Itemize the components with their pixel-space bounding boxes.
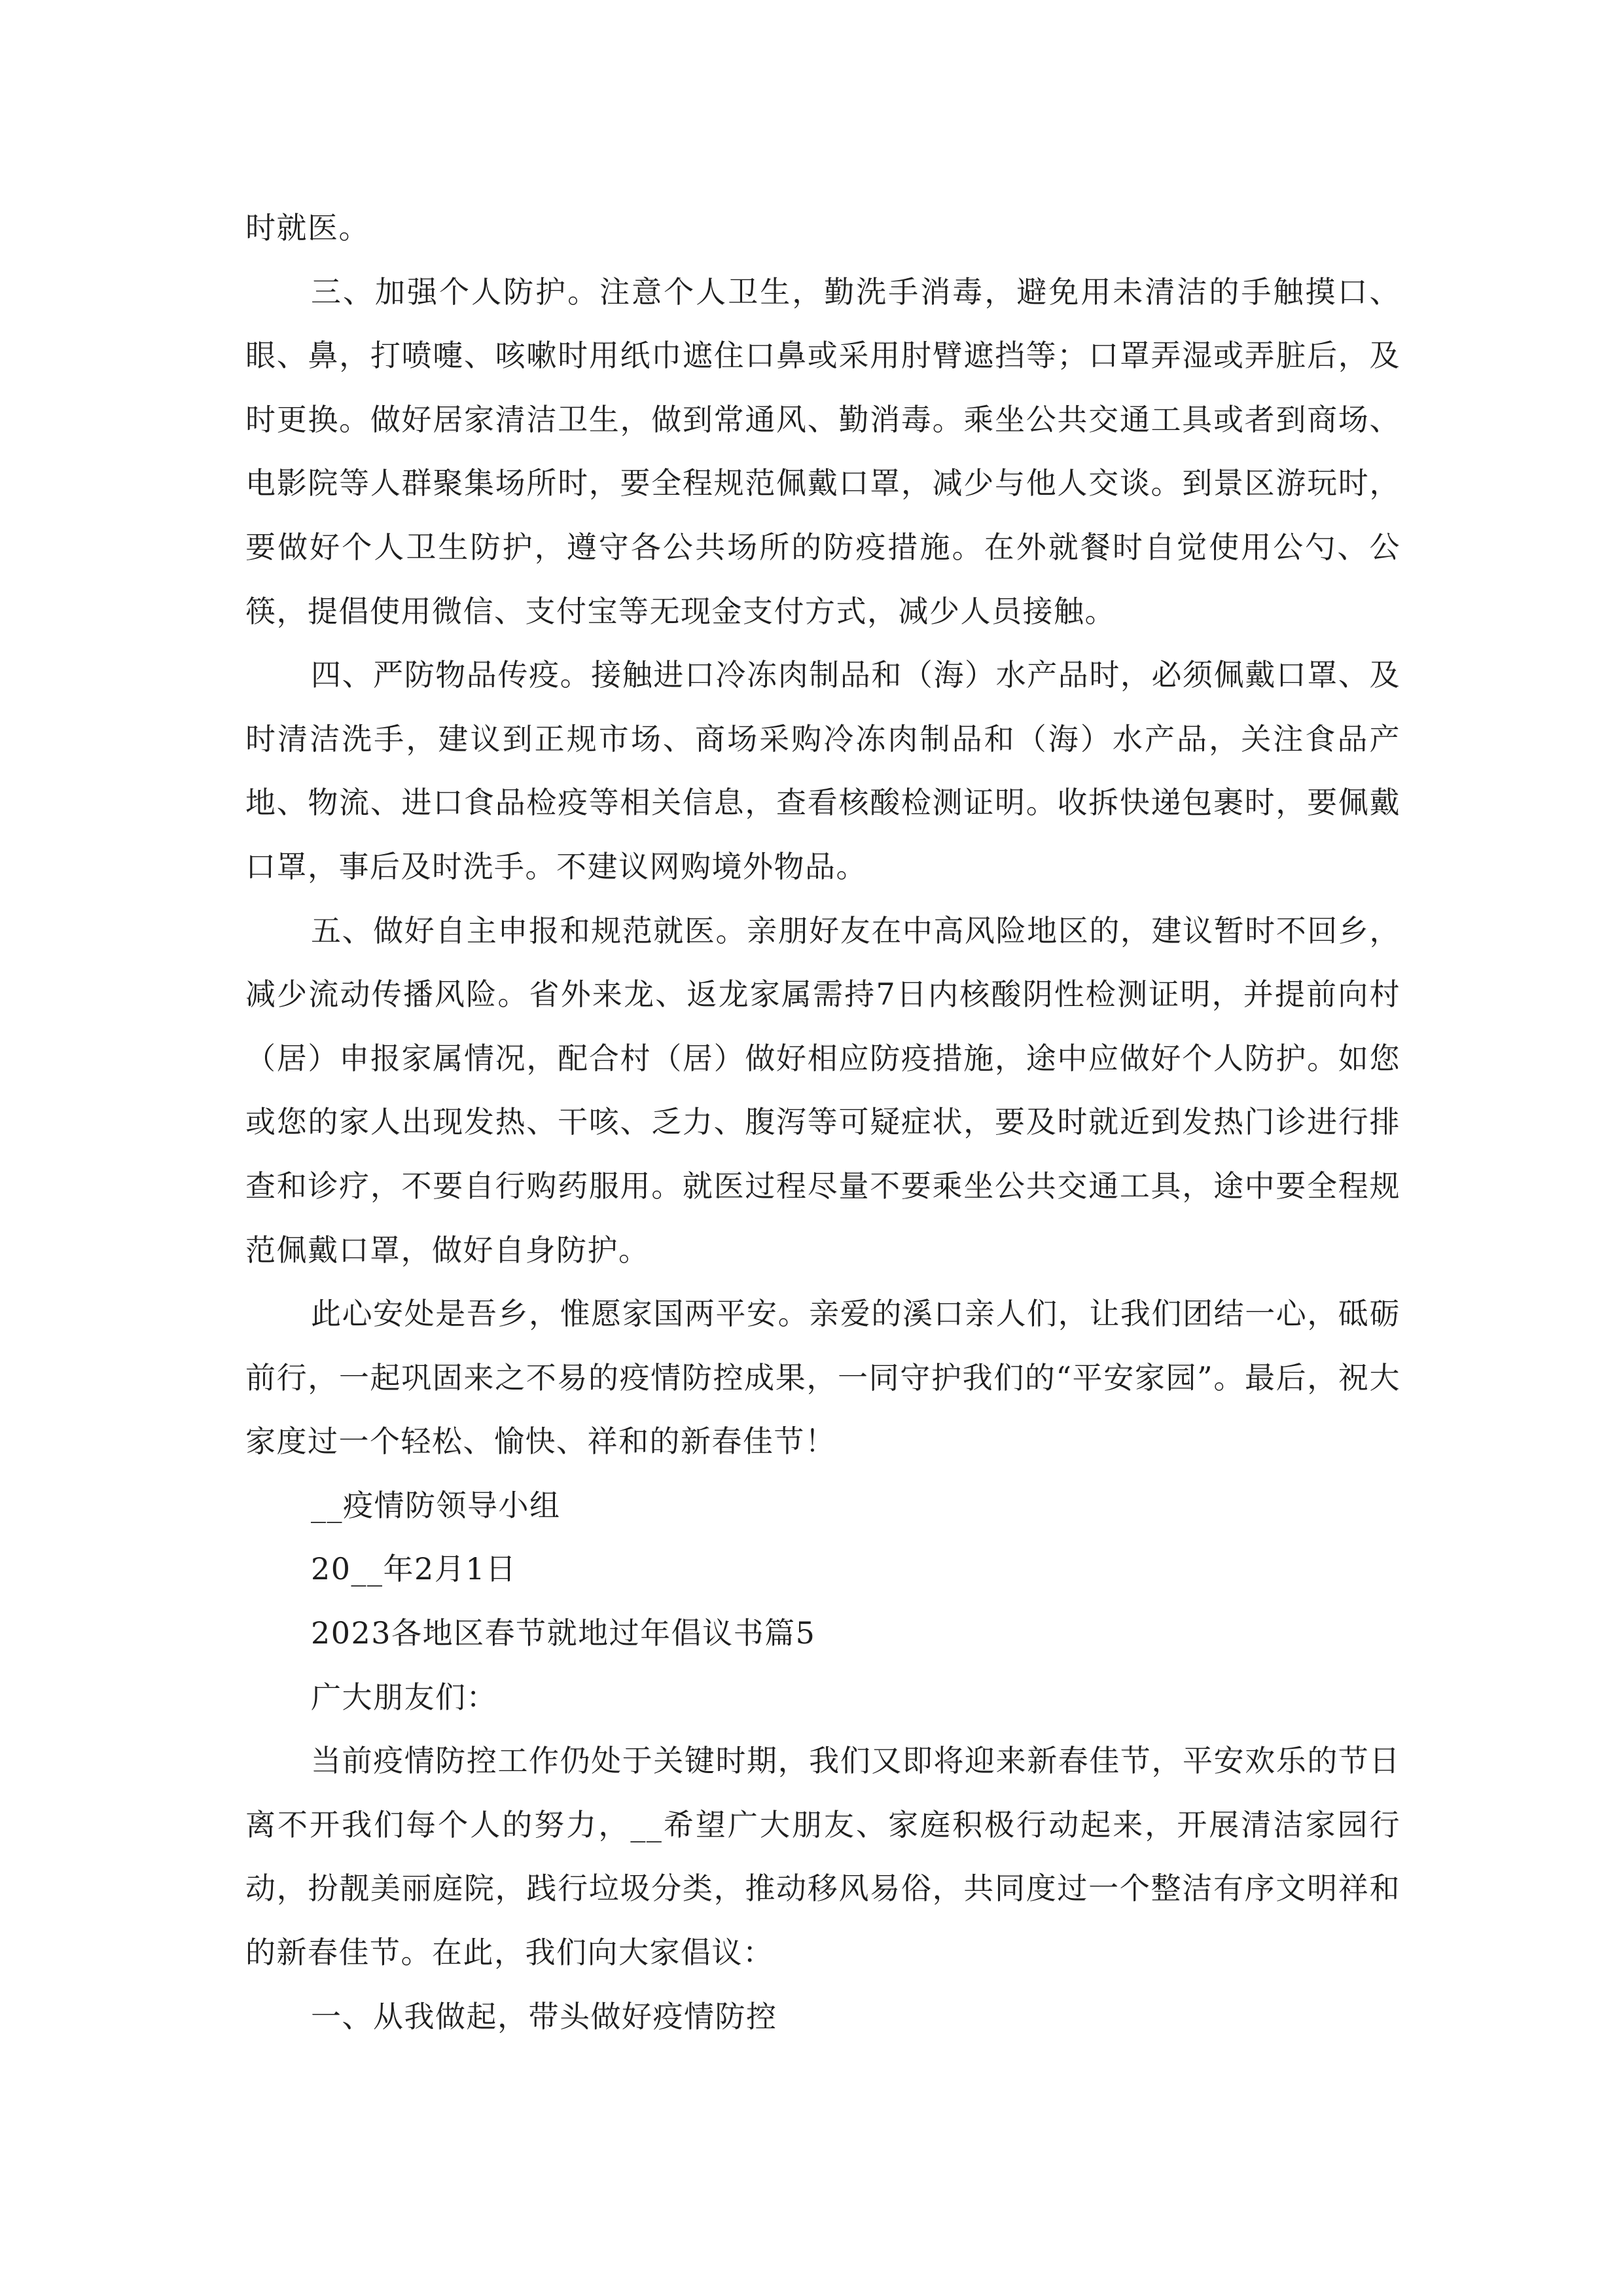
signature-date: 20__年2月1日: [311, 1551, 517, 1587]
salutation: 广大朋友们：: [311, 1679, 497, 1715]
paragraph-continuation: 时就医。: [245, 210, 370, 245]
paragraph-personal-protection: 三、加强个人防护。注意个人卫生，勤洗手消毒，避免用未清洁的手触摸口、眼、鼻，打喷嚏、咳嗽时用纸巾遮住口鼻或采用肘臂遮挡等；口罩弄湿或弄脏后，及时更换。做好居家清洁卫生，做到常通风、勤消毒。乘坐公共交通工具或者到商场、电影院等人群聚集场所时，要全程规范佩戴口罩，减少与他人交谈。到景区游玩时，要做好个人卫生防护，遵守各公共场所的防疫措施。在外就餐时自觉使用公勺、公筷，提倡使用微信、支付宝等无现金支付方式，减少人员接触。: [245, 274, 1400, 629]
section-title: 2023各地区春节就地过年倡议书篇5: [311, 1615, 816, 1651]
paragraph-goods-protection: 四、严防物品传疫。接触进口冷冻肉制品和（海）水产品时，必须佩戴口罩、及时清洁洗手，建议到正规市场、商场采购冷冻肉制品和（海）水产品，关注食品产地、物流、进口食品检疫等相关信息，查看核酸检测证明。收拆快递包裹时，要佩戴口罩，事后及时洗手。不建议网购境外物品。: [245, 657, 1400, 884]
list-item-heading: 一、从我做起，带头做好疫情防控: [311, 1998, 777, 2034]
signature-org: __疫情防领导小组: [311, 1487, 561, 1523]
document-body: [245, 196, 1400, 2049]
paragraph-self-report: 五、做好自主申报和规范就医。亲朋好友在中高风险地区的，建议暂时不回乡，减少流动传播风险。省外来龙、返龙家属需持7日内核酸阴性检测证明，并提前向村（居）申报家属情况，配合村（居）做好相应防疫措施，途中应做好个人防护。如您或您的家人出现发热、干咳、乏力、腹泻等可疑症状，要及时就近到发热门诊进行排查和诊疗，不要自行购药服用。就医过程尽量不要乘坐公共交通工具，途中要全程规范佩戴口罩，做好自身防护。: [245, 912, 1400, 1268]
paragraph-closing: 此心安处是吾乡，惟愿家国两平安。亲爱的溪口亲人们，让我们团结一心，砥砺前行，一起巩固来之不易的疫情防控成果，一同守护我们的“平安家园”。最后，祝大家度过一个轻松、愉快、祥和的新春佳节！: [245, 1296, 1400, 1460]
paragraph-intro: 当前疫情防控工作仍处于关键时期，我们又即将迎来新春佳节，平安欢乐的节日离不开我们每个人的努力，__希望广大朋友、家庭积极行动起来，开展清洁家园行动，扮靓美丽庭院，践行垃圾分类，推动移风易俗，共同度过一个整洁有序文明祥和的新春佳节。在此，我们向大家倡议：: [245, 1743, 1400, 1971]
